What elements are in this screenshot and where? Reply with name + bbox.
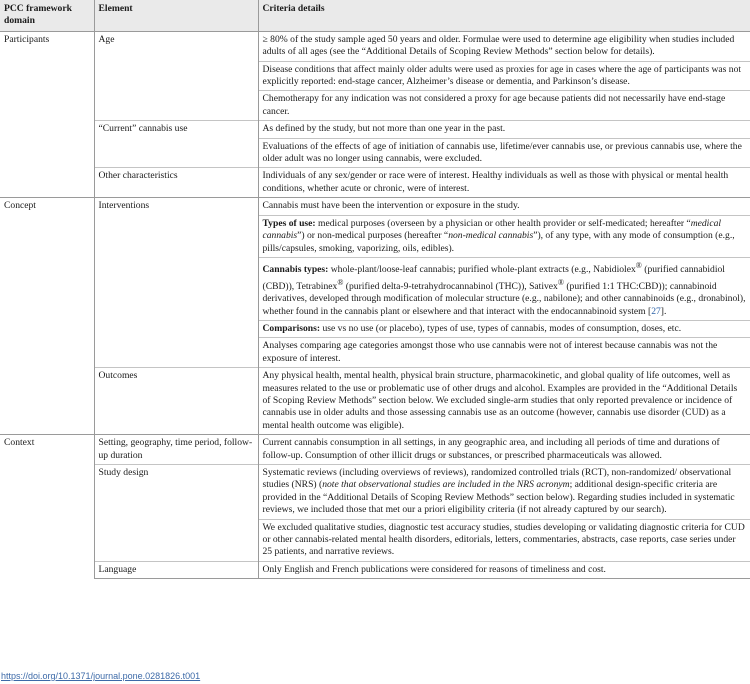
criteria-language-1: Only English and French publications were considered for reasons of timeliness and cost. [258, 561, 750, 578]
table-header-row [0, 0, 750, 31]
criteria-use-2: Evaluations of the effects of age of initiation of cannabis use, lifetime/ever cannabis use, or previous cannabis use, where the older adult was no longer using cannabis, were excluded. [258, 138, 750, 168]
reference-link[interactable]: 27 [651, 305, 661, 317]
table-row [0, 31, 750, 61]
element-language: Language [94, 561, 258, 578]
table-row [0, 168, 750, 198]
element-age: Age [94, 31, 258, 120]
criteria-age-3: Chemotherapy for any indication was not considered a proxy for age because patients did not necessarily have end-stage cancer. [258, 91, 750, 121]
non-medical-cannabis-term: non-medical cannabis [448, 230, 534, 242]
comparisons-text: use vs no use (or placebo), types of use, types of cannabis, modes of consumption, doses, etc. [320, 322, 682, 334]
doi-link[interactable]: https://doi.org/10.1371/journal.pone.0281826.t001 [1, 671, 201, 681]
medical-cannabis-term: medical cannabis [262, 217, 722, 242]
registered-mark: ® [337, 277, 344, 287]
element-current-use: “Current” cannabis use [94, 121, 258, 168]
types-of-use-text-2: ”) or non-medical purposes (hereafter “ [297, 230, 449, 242]
table-row [0, 435, 750, 465]
header-criteria: Criteria details [258, 0, 750, 31]
element-other-characteristics: Other characteristics [94, 168, 258, 198]
header-element: Element [94, 0, 258, 31]
cannabis-types-label: Cannabis types: [262, 264, 329, 276]
design-text-2: ; additional design-specific criteria are provided in the “Additional Details of Scoping Review Methods” section below). Regarding studies included in systematic reviews, we included those that met our a priori eligibility criteria (if not already captured by our search). [262, 479, 735, 516]
criteria-design-2: We excluded qualitative studies, diagnostic test accuracy studies, studies developing or validating diagnostic criteria for CUD or other cannabis-related mental health disorders, editorials, letters, commentaries, abstracts, case reports, case series under 25 patients, and narrative reviews. [258, 519, 750, 561]
registered-mark: ® [635, 260, 642, 270]
element-interventions: Interventions [94, 198, 258, 368]
criteria-types-of-use [258, 215, 750, 257]
criteria-int-1: Cannabis must have been the intervention or exposure in the study. [258, 198, 750, 215]
table-row [0, 464, 750, 519]
criteria-setting-1: Current cannabis consumption in all settings, in any geographic area, and including all periods of time and durations of follow-up. Consumption of other illicit drugs or substances, or prescribed pharmaceuticals was allowed. [258, 435, 750, 465]
cannabis-types-text-5: ]. [660, 305, 667, 317]
design-text-1: Systematic reviews (including overviews of reviews), randomized controlled trials (RCT), non-randomized/ observational studies (NRS) ( [262, 466, 732, 491]
table-row [0, 121, 750, 138]
criteria-outcomes-1: Any physical health, mental health, physical brain structure, pharmacokinetic, and global quality of life outcomes, well as measures related to the use or problematic use of other drugs and alcohol. Examples are provided in the “Additional Details of Scoping Review Methods” section below. We excluded single-arm studies that only reported prevalence or incidence of cannabis use in older adults and those assessing cannabis use as an outcome (however, cannabis use disorder (CUD) as a mental health outcome was eligible). [258, 368, 750, 435]
cannabis-types-text-2: (purified cannabidiol (CBD)), Tetrabinex [262, 264, 725, 292]
cannabis-types-text-1: whole-plant/loose-leaf cannabis; purified whole-plant extracts (e.g., Nabidiolex [328, 264, 636, 276]
header-domain: PCC framework domain [0, 0, 94, 31]
table-row [0, 561, 750, 578]
element-study-design: Study design [94, 464, 258, 561]
design-note: note that observational studies are included in the NRS acronym [322, 479, 570, 491]
registered-mark: ® [557, 277, 564, 287]
criteria-age-1: ≥ 80% of the study sample aged 50 years and older. Formulae were used to determine age eligibility when studies included adults of all ages (see the “Additional Details of Scoping Review Methods” section below for details). [258, 31, 750, 61]
criteria-comparisons [258, 320, 750, 337]
table-row [0, 368, 750, 435]
element-outcomes: Outcomes [94, 368, 258, 435]
criteria-design-1 [258, 464, 750, 519]
table-row [0, 198, 750, 215]
domain-concept: Concept [0, 198, 94, 435]
criteria-cannabis-types [258, 257, 750, 320]
cannabis-types-text-3: (purified delta-9-tetrahydrocannabinol (THC)), Sativex [343, 280, 558, 292]
types-of-use-text-3: ”), of any type, with any mode of consumption (e.g., pills/capsules, smoking, vaporizing, oils, edibles). [262, 230, 735, 254]
criteria-age-2: Disease conditions that affect mainly older adults were used as proxies for age in cases where the age of participants was not explicitly reported: end-stage cancer, Alzheimer’s disease or dementia, and Parkinson’s disease. [258, 61, 750, 91]
cannabis-types-text-4: (purified 1:1 THC:CBD)); cannabinoid derivatives, developed through modification of molecular structure (e.g., nabilone); and other cannabinoids (e.g., dronabinol), whether found in the cannabis plant or elsewhere and that interact with the endocannabinoid system [ [262, 280, 746, 317]
domain-context: Context [0, 435, 94, 579]
criteria-int-5: Analyses comparing age categories amongst those who use cannabis were not of interest because cannabis was not the exposure of interest. [258, 338, 750, 368]
element-setting: Setting, geography, time period, follow-up duration [94, 435, 258, 465]
criteria-other-1: Individuals of any sex/gender or race were of interest. Healthy individuals as well as those with physical or mental health conditions, whether acute or chronic, were of interest. [258, 168, 750, 198]
types-of-use-label: Types of use: [262, 217, 316, 229]
types-of-use-text-1: medical purposes (overseen by a physician or other health provider or self-medicated; hereafter “ [315, 217, 691, 229]
domain-participants: Participants [4, 33, 50, 45]
criteria-use-1: As defined by the study, but not more than one year in the past. [258, 121, 750, 138]
comparisons-label: Comparisons: [262, 322, 321, 334]
